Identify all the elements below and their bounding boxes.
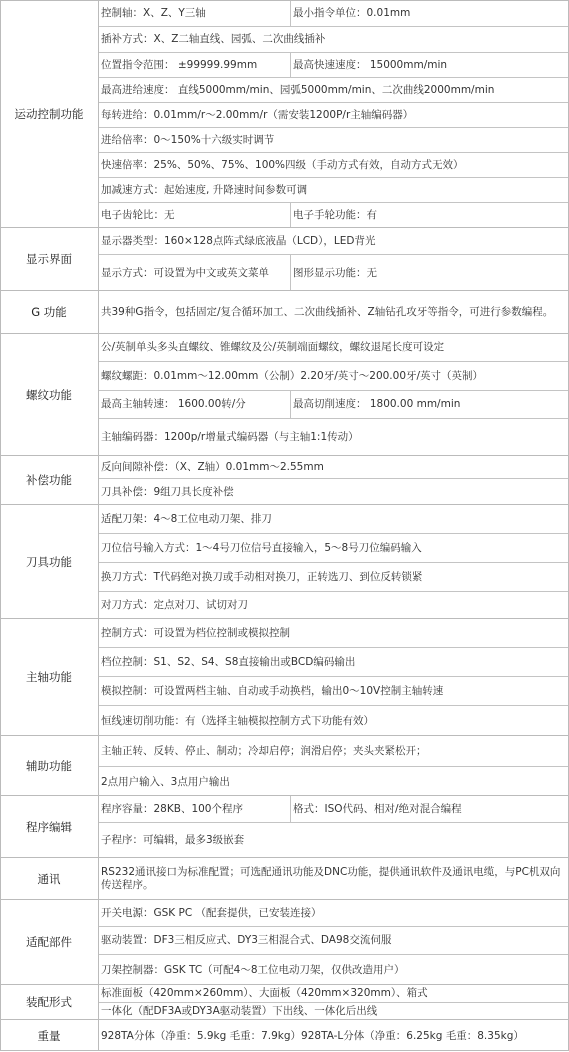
spec-cell: 公/英制单头多头直螺纹、锥螺纹及公/英制端面螺纹，螺纹退尾长度可设定 (101, 341, 445, 353)
spec-cell: 进给倍率：0～150%十六级实时调节 (101, 133, 275, 146)
spec-row (99, 254, 569, 291)
spec-group (0, 227, 569, 290)
spec-cell: 最高主轴转速： 1600.00转/分 (101, 398, 246, 410)
spec-group (0, 1019, 569, 1051)
spec-row (99, 1002, 569, 1020)
spec-cell: 每转进给：0.01mm/r～2.00mm/r（需安装1200P/r主轴编码器） (101, 108, 414, 121)
spec-row (99, 334, 569, 361)
category-label: G 功能 (0, 291, 99, 333)
spec-row (99, 900, 569, 926)
spec-cell: 插补方式：X、Z二轴直线、园弧、二次曲线插补 (101, 33, 326, 45)
spec-row (99, 52, 569, 77)
category-label: 主轴功能 (0, 619, 99, 735)
spec-row (99, 736, 569, 766)
spec-cell: 共39种G指令，包括固定/复合循环加工、二次曲线插补、Z轴钻孔攻牙等指令，可进行参数编程。 (101, 306, 554, 318)
spec-row (99, 152, 569, 177)
spec-row (99, 926, 569, 954)
spec-group (0, 290, 569, 333)
spec-row (99, 676, 569, 705)
category-label: 程序编辑 (0, 796, 99, 857)
spec-cell: 2点用户输入、3点用户输出 (101, 776, 230, 788)
spec-cell: 刀具补偿：9组刀具长度补偿 (101, 485, 234, 498)
spec-cell: 适配刀架：4～8工位电动刀架、排刀 (101, 512, 272, 525)
spec-group (0, 455, 569, 504)
spec-cell: 电子齿轮比：无 (101, 209, 175, 221)
category-label: 辅助功能 (0, 736, 99, 795)
spec-row (99, 985, 569, 1002)
spec-cell: 电子手轮功能：有 (290, 203, 569, 228)
spec-cell: 快速倍率：25%、50%、75%、100%四级（手动方式有效，自动方式无效） (101, 158, 464, 171)
spec-row (99, 291, 569, 334)
spec-cell: 换刀方式：T代码绝对换刀或手动相对换刀，正转选刀、到位反转锁紧 (101, 570, 423, 583)
spec-group (0, 333, 569, 455)
spec-group (0, 504, 569, 618)
spec-row (99, 177, 569, 202)
spec-cell: 图形显示功能：无 (290, 255, 569, 291)
category-label: 螺纹功能 (0, 334, 99, 455)
category-label: 运动控制功能 (0, 1, 99, 227)
spec-row (99, 456, 569, 478)
spec-group (0, 735, 569, 795)
spec-cell: 主轴正转、反转、停止、制动；冷却启停；润滑启停；夹头夹紧松开； (101, 744, 427, 757)
spec-cell: 加减速方式：起始速度, 升降速时间参数可调 (101, 183, 308, 196)
spec-cell: 格式：ISO代码、相对/绝对混合编程 (290, 796, 569, 822)
spec-row (99, 591, 569, 619)
spec-row (99, 705, 569, 736)
category-label: 显示界面 (0, 228, 99, 290)
spec-row (99, 505, 569, 533)
spec-row (99, 418, 569, 456)
spec-row (99, 619, 569, 647)
spec-row (99, 390, 569, 418)
spec-cell: 恒线速切削功能：有（选择主轴模拟控制方式下功能有效） (101, 714, 374, 727)
spec-cell: 模拟控制：可设置两档主轴、自动或手动换档，输出0～10V控制主轴转速 (101, 684, 444, 697)
spec-row (99, 796, 569, 822)
spec-cell: 程序容量：28KB、100个程序 (101, 802, 243, 815)
spec-cell: 显示器类型：160×128点阵式绿底液晶（LCD），LED背光 (101, 234, 376, 247)
spec-row (99, 478, 569, 505)
spec-row (99, 361, 569, 390)
spec-group (0, 857, 569, 899)
category-label: 装配形式 (0, 985, 99, 1019)
spec-cell: 刀架控制器：GSK TC（可配4～8工位电动刀架，仅供改造用户） (101, 963, 405, 976)
spec-row (99, 1, 569, 26)
spec-row (99, 822, 569, 858)
spec-cell: 反向间隙补偿：（X、Z轴）0.01mm～2.55mm (101, 460, 324, 473)
spec-cell: 主轴编码器：1200p/r增量式编码器（与主轴1:1传动） (101, 431, 359, 443)
spec-cell: 标准面板（420mm×260mm）、大面板（420mm×320mm）、箱式 (101, 987, 428, 999)
category-label: 通讯 (0, 858, 99, 899)
spec-cell: 一体化（配DF3A或DY3A驱动装置）下出线、一体化后出线 (101, 1005, 378, 1017)
spec-cell: 显示方式：可设置为中文或英文菜单 (101, 266, 269, 279)
spec-group (0, 795, 569, 857)
spec-row (99, 766, 569, 798)
spec-row (99, 26, 569, 52)
spec-row (99, 228, 569, 254)
spec-cell: 对刀方式：定点对刀、试切对刀 (101, 599, 248, 611)
spec-row (99, 1020, 569, 1052)
spec-cell: 最高切削速度： 1800.00 mm/min (290, 391, 569, 418)
spec-row (99, 858, 569, 900)
spec-row (99, 954, 569, 985)
spec-cell: 最小指令单位：0.01mm (290, 1, 569, 26)
spec-cell: 控制轴：X、Z、Y三轴 (101, 7, 206, 19)
spec-row (99, 562, 569, 591)
spec-cell: 最高进给速度： 直线5000mm/min、园弧5000mm/min、二次曲线2000mm/min (101, 83, 495, 96)
spec-group (0, 0, 569, 227)
spec-group (0, 984, 569, 1019)
spec-cell: 最高快速速度： 15000mm/min (290, 53, 569, 77)
spec-group (0, 899, 569, 984)
spec-cell: 开关电源：GSK PC （配套提供，已安装连接） (101, 906, 322, 919)
spec-cell: 刀位信号输入方式：1～4号刀位信号直接输入，5～8号刀位编码输入 (101, 541, 422, 554)
spec-row (99, 77, 569, 102)
category-label: 补偿功能 (0, 456, 99, 504)
category-label: 适配部件 (0, 900, 99, 984)
spec-row (99, 102, 569, 127)
spec-cell: 螺纹螺距：0.01mm～12.00mm（公制）2.20牙/英寸～200.00牙/英寸（英制） (101, 369, 484, 382)
spec-row (99, 127, 569, 152)
spec-cell: 档位控制：S1、S2、S4、S8直接输出或BCD编码输出 (101, 655, 356, 668)
spec-group (0, 618, 569, 735)
spec-cell: 控制方式：可设置为档位控制或模拟控制 (101, 626, 290, 639)
spec-cell: 928TA分体（净重：5.9kg 毛重：7.9kg）928TA-L分体（净重：6.25kg 毛重：8.35kg） (101, 1029, 524, 1042)
spec-row (99, 202, 569, 228)
category-label: 重量 (0, 1020, 99, 1051)
spec-cell: 位置指令范围： ±99999.99mm (101, 58, 258, 71)
spec-cell: 驱动装置：DF3三相反应式、DY3三相混合式、DA98交流伺服 (101, 934, 392, 946)
spec-cell: RS232通讯接口为标准配置；可选配通讯功能及DNC功能，提供通讯软件及通讯电缆，与PC机双向传送程序。 (101, 866, 561, 891)
category-label: 刀具功能 (0, 505, 99, 618)
spec-cell: 子程序：可编辑，最多3级嵌套 (101, 834, 245, 846)
spec-row (99, 647, 569, 676)
spec-row (99, 533, 569, 562)
